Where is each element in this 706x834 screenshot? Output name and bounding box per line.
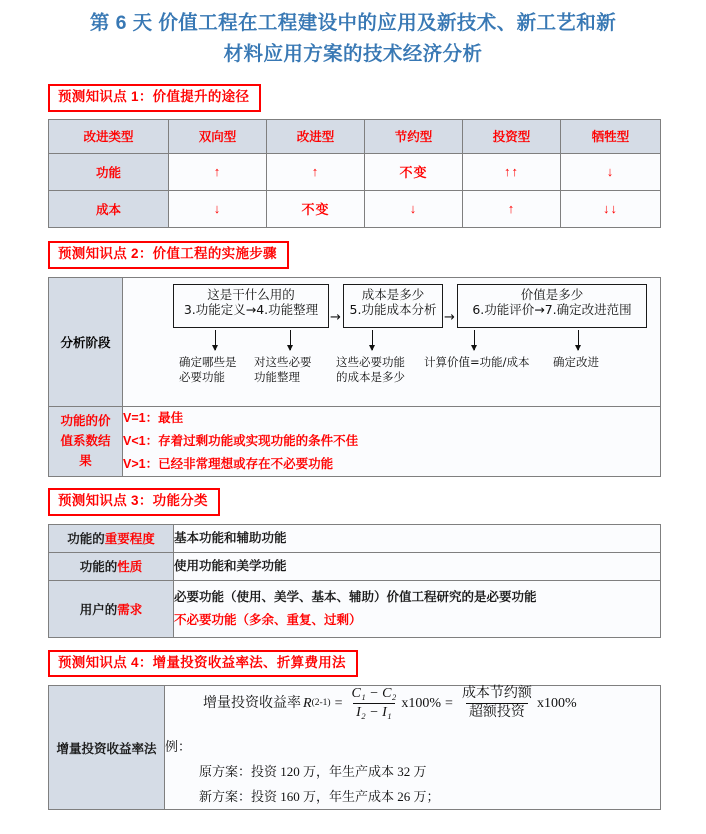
cls-label-nature xyxy=(49,552,174,580)
cls-label-importance-highlight: 重要程度 xyxy=(104,532,155,547)
flow-box-1-steps: 3.功能定义→4.功能整理 xyxy=(183,302,319,318)
flow-box-3-steps: 6.功能评价→7.确定改进范围 xyxy=(472,302,632,318)
cls-label-demand-prefix: 用户的 xyxy=(79,602,118,617)
cell-function-investment: ↑↑ xyxy=(463,153,561,190)
example-block xyxy=(165,734,660,809)
cls-label-nature-highlight: 性质 xyxy=(117,560,143,575)
flow-note-4 xyxy=(424,355,530,370)
formula-fraction-2 xyxy=(459,686,535,720)
row-label-function: 功能 xyxy=(49,153,169,190)
table-row xyxy=(49,686,661,810)
page-title-line2: 材料应用方案的技术经济分析 xyxy=(223,43,483,65)
row-label-cost: 成本 xyxy=(49,190,169,227)
formula-fraction-1-numerator: C₁ − C₂ xyxy=(351,686,397,702)
flow-note-3 xyxy=(336,355,405,385)
page-title-line1: 第 6 天 价值工程在工程建设中的应用及新技术、新工艺和新 xyxy=(89,12,617,34)
cell-cost-bidirectional: ↓ xyxy=(169,190,267,227)
flow-note-2 xyxy=(254,355,312,385)
cls-value-importance: 基本功能和辅助功能 xyxy=(174,524,661,552)
cls-label-demand xyxy=(49,580,174,637)
flow-box-definition xyxy=(173,284,329,328)
cls-value-demand-necessary: 必要功能（使用、美学、基本、辅助）价值工程研究的是必要功能 xyxy=(174,589,537,604)
flow-down-arrow-5 xyxy=(578,330,579,350)
kp1-heading-box: 预测知识点 1：价值提升的途径 xyxy=(48,84,261,112)
table-row xyxy=(49,524,661,552)
formula-symbol-sub: (2-1) xyxy=(311,698,331,709)
flow-box-1-caption: 这是干什么用的 xyxy=(207,286,295,302)
cell-cost-sacrifice: ↓↓ xyxy=(561,190,661,227)
implementation-steps-table xyxy=(48,277,661,477)
cls-value-nature: 使用功能和美学功能 xyxy=(174,552,661,580)
flow-note-2-line2: 功能整理 xyxy=(254,369,300,384)
flow-note-1 xyxy=(179,355,237,385)
table-header-row xyxy=(49,119,661,153)
flow-note-4-line1: 计算价值=功能/成本 xyxy=(424,354,530,369)
cls-label-nature-prefix: 功能的 xyxy=(79,560,118,575)
formula-fraction-1 xyxy=(349,686,400,720)
value-improvement-table xyxy=(48,119,661,228)
flow-box-3-caption: 价值是多少 xyxy=(520,286,584,302)
th-saving: 节约型 xyxy=(365,119,463,153)
example-label: 例： xyxy=(165,739,192,755)
kp2-heading-box: 预测知识点 2：价值工程的实施步骤 xyxy=(48,241,289,269)
flow-down-arrow-3 xyxy=(372,330,373,350)
cls-value-demand-unnecessary: 不必要功能（多余、重复、过剩） xyxy=(174,612,362,627)
formula-fraction-2-numerator: 成本节约额 xyxy=(461,686,532,702)
flow-down-arrow-2 xyxy=(290,330,291,350)
flow-connector-arrow-2: → xyxy=(444,309,455,325)
cls-label-importance xyxy=(49,524,174,552)
cls-value-demand xyxy=(174,580,661,637)
analysis-stage-label: 分析阶段 xyxy=(49,277,123,406)
example-line-new: 新方案：投资 160 万，年生产成本 26 万； xyxy=(199,789,440,805)
formula-percent-1: x100% xyxy=(401,695,442,711)
incremental-method-label: 增量投资收益率法 xyxy=(49,686,165,810)
cell-function-sacrifice: ↓ xyxy=(561,153,661,190)
value-coefficient-label-line2: 值系数结 xyxy=(60,434,111,449)
flow-box-value-evaluation xyxy=(457,284,647,328)
flow-note-1-line1: 确定哪些是 xyxy=(179,354,237,369)
value-coefficient-values xyxy=(123,406,661,476)
incremental-method-body xyxy=(165,686,661,810)
value-coefficient-gt: V>1：已经非常理想或存在不必要功能 xyxy=(123,456,334,471)
flow-note-5-line1: 确定改进 xyxy=(553,354,599,369)
th-bidirectional: 双向型 xyxy=(169,119,267,153)
cell-function-saving: 不变 xyxy=(365,153,463,190)
incremental-investment-table xyxy=(48,685,661,810)
flow-diagram-cell xyxy=(123,277,661,406)
value-coefficient-row xyxy=(49,406,661,476)
table-row xyxy=(49,190,661,227)
value-coefficient-lt: V<1：存着过剩功能或实现功能的条件不佳 xyxy=(123,433,359,448)
kp1-heading-wrap xyxy=(0,84,706,112)
flow-diagram xyxy=(123,278,660,406)
flow-connector-arrow-1: → xyxy=(330,309,341,325)
cls-label-demand-highlight: 需求 xyxy=(117,602,143,617)
th-sacrifice: 牺牲型 xyxy=(561,119,661,153)
formula-symbol: R xyxy=(303,695,312,711)
formula-percent-2: x100% xyxy=(536,695,577,711)
table-row xyxy=(49,153,661,190)
flow-down-arrow-1 xyxy=(215,330,216,350)
cell-function-bidirectional: ↑ xyxy=(169,153,267,190)
cell-cost-improvement: 不变 xyxy=(267,190,365,227)
kp3-heading-box: 预测知识点 3：功能分类 xyxy=(48,488,220,516)
cell-cost-saving: ↓ xyxy=(365,190,463,227)
flow-down-arrow-4 xyxy=(474,330,475,350)
flow-note-1-line2: 必要功能 xyxy=(179,369,225,384)
th-improve-type: 改进类型 xyxy=(49,119,169,153)
analysis-stage-row xyxy=(49,277,661,406)
formula-fraction-1-denominator: I₂ − I₁ xyxy=(353,703,395,720)
flow-note-3-line1: 这些必要功能 xyxy=(336,354,405,369)
page-title xyxy=(0,0,706,70)
table-row xyxy=(49,580,661,637)
flow-box-cost-analysis xyxy=(343,284,443,328)
flow-note-5 xyxy=(553,355,599,370)
example-line-original: 原方案：投资 120 万，年生产成本 32 万 xyxy=(199,764,427,780)
th-investment: 投资型 xyxy=(463,119,561,153)
cls-label-importance-prefix: 功能的 xyxy=(67,532,105,547)
value-coefficient-label-line1: 功能的价 xyxy=(60,414,111,429)
kp2-heading-wrap xyxy=(0,241,706,269)
flow-box-2-caption: 成本是多少 xyxy=(361,286,425,302)
flow-box-2-steps: 5.功能成本分析 xyxy=(349,302,437,318)
cell-cost-investment: ↑ xyxy=(463,190,561,227)
formula-equals-1: = xyxy=(334,695,343,711)
kp3-heading-wrap xyxy=(0,488,706,516)
formula-fraction-2-denominator: 超额投资 xyxy=(466,703,528,720)
cell-function-improvement: ↑ xyxy=(267,153,365,190)
flow-note-2-line1: 对这些必要 xyxy=(254,354,312,369)
th-improvement: 改进型 xyxy=(267,119,365,153)
kp4-heading-box: 预测知识点 4：增量投资收益率法、折算费用法 xyxy=(48,650,358,678)
function-classification-table xyxy=(48,524,661,638)
table-row xyxy=(49,552,661,580)
formula-lead: 增量投资收益率 xyxy=(203,695,301,711)
kp4-heading-wrap xyxy=(0,650,706,678)
value-coefficient-eq: V=1：最佳 xyxy=(123,410,184,425)
incremental-rate-formula xyxy=(165,686,660,720)
value-coefficient-label-line3: 果 xyxy=(79,454,92,469)
value-coefficient-label xyxy=(49,406,123,476)
flow-note-3-line2: 的成本是多少 xyxy=(336,369,405,384)
formula-equals-2: = xyxy=(445,695,453,711)
